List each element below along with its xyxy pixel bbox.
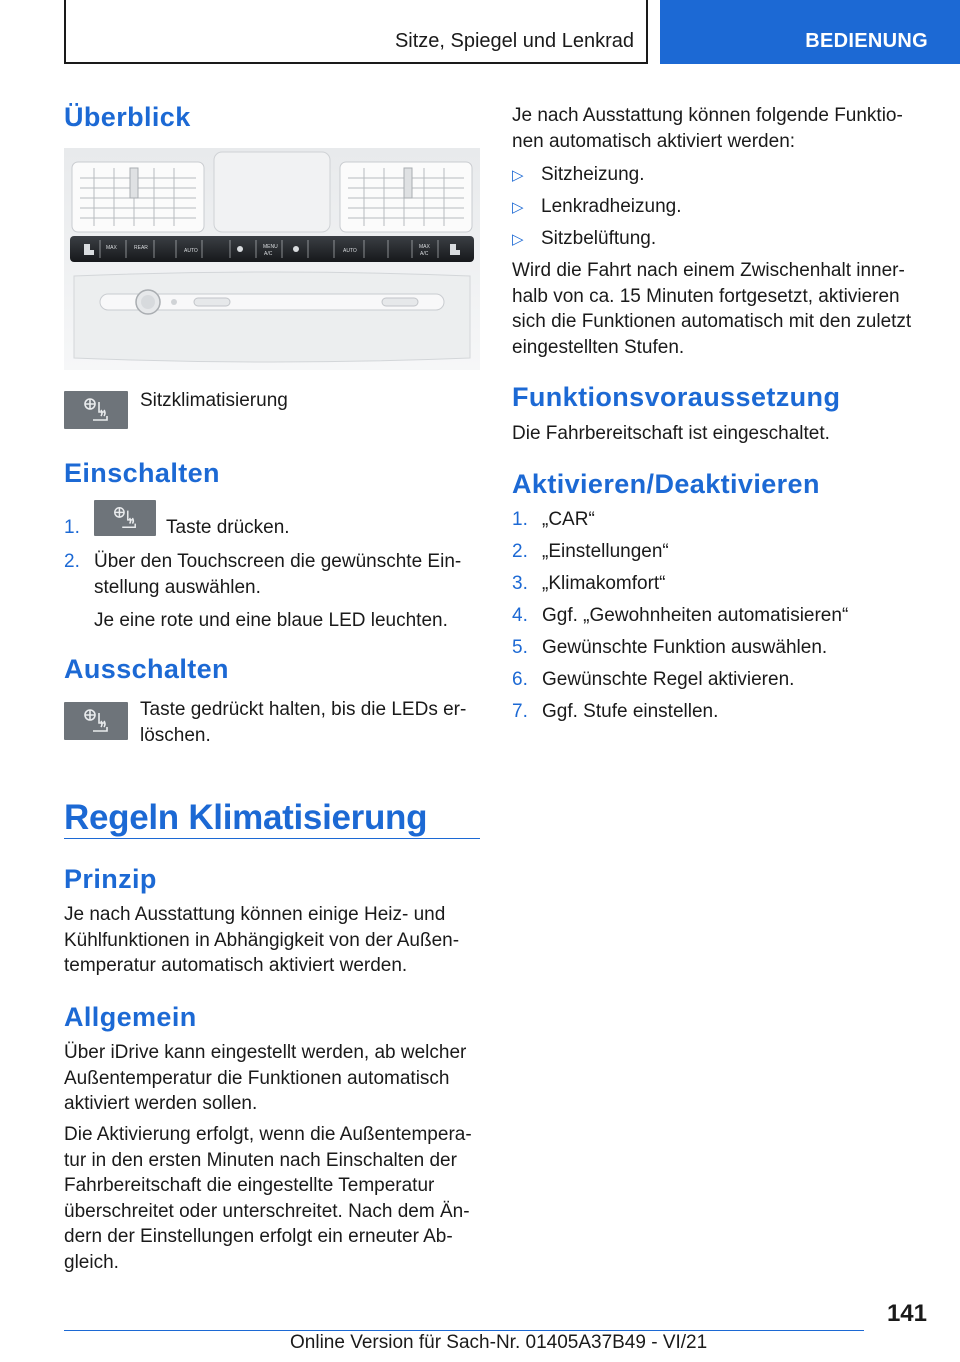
text-line: Die Aktivierung erfolgt, wenn die Außentempera- bbox=[64, 1124, 472, 1145]
panel-label-max-right: MAX bbox=[419, 244, 430, 250]
bullet-item bbox=[512, 194, 682, 220]
panel-label-auto-right: AUTO bbox=[343, 248, 357, 254]
aktiv-step bbox=[512, 571, 666, 596]
triangle-bullet-icon: ▷ bbox=[512, 231, 524, 248]
prinzip-paragraph bbox=[64, 902, 459, 979]
heading-einschalten: Einschalten bbox=[64, 458, 220, 488]
step-text: Ggf. „Gewohnheiten automatisieren“ bbox=[542, 605, 849, 626]
bullet-item bbox=[512, 162, 645, 188]
panel-label-ac-right: A/C bbox=[420, 251, 429, 257]
page-number: 141 bbox=[886, 1300, 927, 1327]
step-text: „CAR“ bbox=[542, 509, 595, 530]
footer-rule bbox=[64, 1330, 864, 1331]
text-line: tur in den ersten Minuten nach Einschalten der bbox=[64, 1149, 457, 1171]
text-line: aktiviert werden sollen. bbox=[64, 1093, 258, 1114]
panel-label-max-left: MAX bbox=[106, 245, 117, 251]
text-line: Je nach Ausstattung können einige Heiz- und bbox=[64, 904, 446, 925]
step-number: 6. bbox=[512, 669, 528, 690]
step-number: 2. bbox=[64, 551, 80, 572]
aktiv-step bbox=[512, 699, 718, 724]
text-line: Wird die Fahrt nach einem Zwischenhalt inner- bbox=[512, 260, 905, 281]
step-2 bbox=[64, 549, 94, 574]
step-text: „Einstellungen“ bbox=[542, 541, 669, 562]
bullet-item bbox=[512, 226, 656, 252]
allgemein-paragraph-1 bbox=[64, 1040, 466, 1117]
step-text: „Klimakomfort“ bbox=[542, 573, 666, 594]
text-line: gleich. bbox=[64, 1251, 119, 1273]
step-number: 2. bbox=[512, 541, 528, 562]
text-line: sich die Funktionen automatisch mit den zuletzt bbox=[512, 311, 912, 332]
ausschalten-line2: löschen. bbox=[140, 725, 211, 746]
seat-fan-icon bbox=[81, 396, 111, 424]
text-line: eingestellten Stufen. bbox=[512, 336, 685, 358]
text-line: überschreitet oder unterschreitet. Nach dem Än- bbox=[64, 1200, 470, 1222]
panel-label-rear: REAR bbox=[134, 245, 148, 251]
text-line: halb von ca. 15 Minuten fortgesetzt, aktivieren bbox=[512, 285, 900, 307]
climate-panel-illustration bbox=[64, 148, 480, 370]
heading-prinzip: Prinzip bbox=[64, 864, 157, 894]
step-number: 1. bbox=[512, 509, 528, 530]
icon-caption: Sitzklimatisierung bbox=[140, 390, 288, 411]
heading-ueberblick: Überblick bbox=[64, 102, 191, 132]
heading-regeln-klimatisierung: Regeln Klimatisierung bbox=[64, 798, 428, 837]
aktiv-step bbox=[512, 603, 848, 628]
einschalten-note: Je eine rote und eine blaue LED leuchten. bbox=[94, 610, 448, 631]
step-number: 5. bbox=[512, 637, 528, 658]
right-paragraph bbox=[512, 258, 911, 360]
funktion-text: Die Fahrbereitschaft ist eingeschaltet. bbox=[512, 423, 830, 444]
text-line: Außentemperatur die Funktionen automatisch bbox=[64, 1067, 450, 1089]
heading-aktivieren-deaktivieren: Aktivieren/Deaktivieren bbox=[512, 469, 820, 499]
chapter-title: Sitze, Spiegel und Lenkrad bbox=[394, 30, 634, 52]
bullet-text: Lenkradheizung. bbox=[541, 196, 682, 217]
triangle-bullet-icon: ▷ bbox=[512, 167, 524, 184]
bullet-text: Sitzbelüftung. bbox=[541, 228, 657, 249]
text-line: temperatur automatisch aktiviert werden. bbox=[64, 955, 408, 976]
allgemein-paragraph-2 bbox=[64, 1122, 472, 1275]
online-version-note: Online Version für Sach-Nr. 01405A37B49 - VI/21 bbox=[290, 1332, 708, 1353]
text-line: Je nach Ausstattung können folgende Funktio- bbox=[512, 105, 903, 126]
step-2-text-line2: stellung auswählen. bbox=[94, 577, 261, 598]
text-line: Über iDrive kann eingestellt werden, ab welcher bbox=[64, 1042, 467, 1063]
heading-allgemein: Allgemein bbox=[64, 1002, 197, 1032]
aktiv-step bbox=[512, 635, 827, 660]
bullet-text: Sitzheizung. bbox=[541, 164, 645, 185]
step-2-text-line1: Über den Touchscreen die gewünschte Ein- bbox=[94, 551, 462, 572]
aktiv-step bbox=[512, 507, 595, 532]
seat-climate-button-icon-off bbox=[64, 702, 128, 740]
step-number: 7. bbox=[512, 701, 528, 722]
right-intro bbox=[512, 103, 903, 154]
heading-funktionsvoraussetzung: Funktionsvoraussetzung bbox=[512, 382, 841, 412]
text-line: Kühlfunktionen in Abhängigkeit von der Außen- bbox=[64, 929, 460, 951]
heading-ausschalten: Ausschalten bbox=[64, 654, 229, 684]
text-line: Fahrbereitschaft die eingestellte Temperatur bbox=[64, 1175, 435, 1196]
step-text: Gewünschte Funktion auswählen. bbox=[542, 637, 828, 658]
step-number: 3. bbox=[512, 573, 528, 594]
step-number: 4. bbox=[512, 605, 528, 626]
aktiv-step bbox=[512, 667, 794, 692]
text-line: nen automatisch aktiviert werden: bbox=[512, 130, 796, 152]
panel-label-ac-center: A/C bbox=[264, 251, 273, 257]
step-text: Gewünschte Regel aktivieren. bbox=[542, 669, 795, 690]
header-section-tab[interactable] bbox=[660, 0, 960, 64]
seat-climate-button-icon-step bbox=[94, 500, 156, 536]
section-label: BEDIENUNG bbox=[805, 30, 928, 52]
step-1-text: Taste drücken. bbox=[166, 517, 290, 538]
seat-fan-icon bbox=[111, 505, 139, 531]
step-1 bbox=[64, 515, 94, 540]
ausschalten-line1: Taste gedrückt halten, bis die LEDs er- bbox=[140, 699, 467, 720]
text-line: dern der Einstellungen erfolgt ein erneuter Ab- bbox=[64, 1226, 453, 1247]
section-rule bbox=[64, 838, 480, 839]
seat-climate-button-icon bbox=[64, 391, 128, 429]
header-chapter-box bbox=[64, 0, 648, 64]
aktiv-step bbox=[512, 539, 669, 564]
seat-fan-icon bbox=[81, 707, 111, 735]
triangle-bullet-icon: ▷ bbox=[512, 199, 524, 216]
panel-label-auto-left: AUTO bbox=[184, 248, 198, 254]
panel-label-menu: MENU bbox=[263, 244, 278, 250]
step-text: Ggf. Stufe einstellen. bbox=[542, 701, 719, 722]
step-number: 1. bbox=[64, 517, 80, 538]
